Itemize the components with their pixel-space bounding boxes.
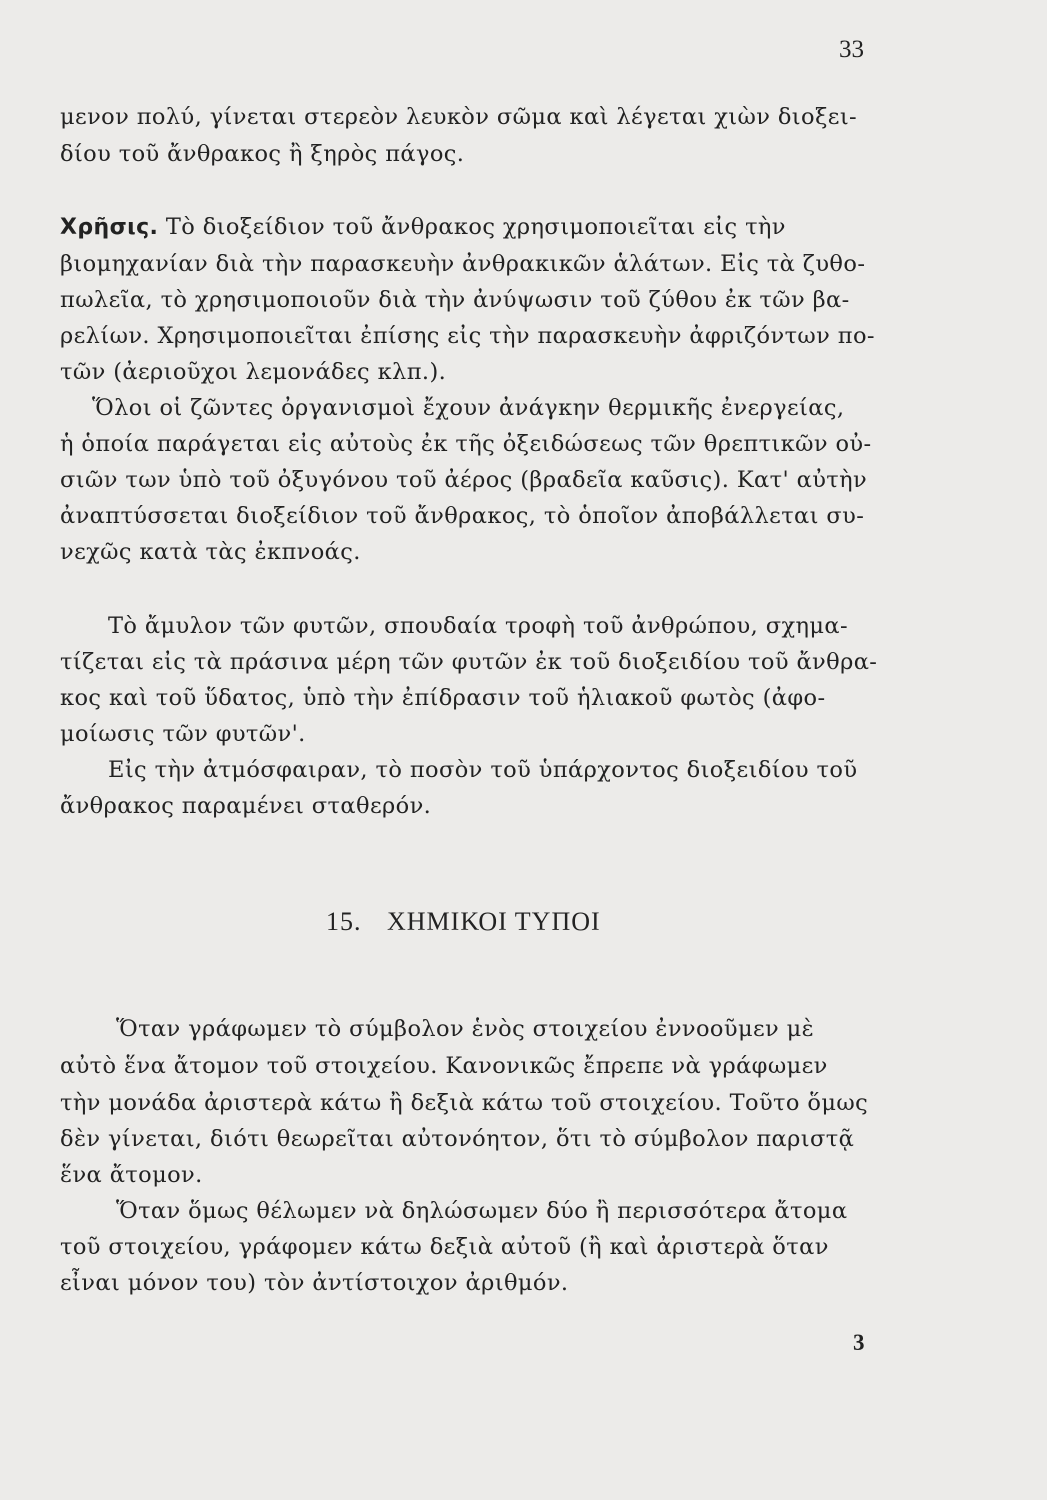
text-line: τὴν μονάδα ἀριστερὰ κάτω ἢ δεξιὰ κάτω τοῦ στοιχείου. Τοῦτο ὅμως bbox=[60, 1090, 869, 1116]
text-line: τῶν (ἀεριοῦχοι λεμονάδες κλπ.). bbox=[60, 359, 447, 385]
text-line: μενον πολύ, γίνεται στερεὸν λευκὸν σῶμα καὶ λέγεται χιὼν διοξει- bbox=[60, 104, 858, 130]
text-line: κος καὶ τοῦ ὕδατος, ὑπὸ τὴν ἐπίδρασιν τοῦ ἡλιακοῦ φωτὸς (ἀφο- bbox=[60, 685, 826, 711]
section-title: ΧΗΜΙΚΟΙ ΤΥΠΟΙ bbox=[387, 907, 601, 936]
text-line: ἡ ὁποία παράγεται εἰς αὐτοὺς ἐκ τῆς ὀξειδώσεως τῶν θρεπτικῶν οὐ- bbox=[60, 431, 872, 457]
text-line: νεχῶς κατὰ τὰς ἐκπνοάς. bbox=[60, 539, 361, 565]
text-line: σιῶν των ὑπὸ τοῦ ὀξυγόνου τοῦ ἀέρος (βραδεῖα καῦσις). Κατ' αὐτὴν bbox=[60, 467, 868, 493]
text-line: ἀναπτύσσεται διοξείδιον τοῦ ἄνθρακος, τὸ ὁποῖον ἀποβάλλεται συ- bbox=[60, 503, 865, 529]
usage-heading: Χρῆσις. bbox=[60, 215, 159, 240]
section-number: 15. bbox=[326, 907, 362, 936]
text-line: ρελίων. Χρησιμοποιεῖται ἐπίσης εἰς τὴν παρασκευὴν ἀφριζόντων πο- bbox=[60, 323, 875, 349]
text-line: Ὅλοι οἱ ζῶντες ὀργανισμοὶ ἔχουν ἀνάγκην θερμικῆς ἐνεργείας, bbox=[92, 395, 845, 421]
usage-first-line-text: Τὸ διοξείδιον τοῦ ἄνθρακος χρησιμοποιεῖται εἰς τὴν bbox=[158, 214, 786, 240]
text-line: μοίωσις τῶν φυτῶν'. bbox=[60, 721, 306, 747]
text-line: Τὸ ἄμυλον τῶν φυτῶν, σπουδαία τροφὴ τοῦ ἀνθρώπου, σχημα- bbox=[108, 613, 848, 639]
text-line: πωλεῖα, τὸ χρησιμοποιοῦν διὰ τὴν ἀνύψωσιν τοῦ ζύθου ἐκ τῶν βα- bbox=[60, 287, 850, 313]
text-line: εἶναι μόνον του) τὸν ἀντίστοιχον ἀριθμόν. bbox=[60, 1270, 569, 1296]
signature-mark: 3 bbox=[853, 1330, 865, 1355]
text-line: Εἰς τὴν ἀτμόσφαιραν, τὸ ποσὸν τοῦ ὑπάρχοντος διοξειδίου τοῦ bbox=[108, 757, 858, 783]
text-line: τοῦ στοιχείου, γράφομεν κάτω δεξιὰ αὐτοῦ (ἢ καὶ ἀριστερὰ ὅταν bbox=[60, 1234, 829, 1260]
text-line: ἄνθρακος παραμένει σταθερόν. bbox=[60, 793, 432, 819]
text-line: Ὅταν γράφωμεν τὸ σύμβολον ἑνὸς στοιχείου ἐννοοῦμεν μὲ bbox=[116, 1016, 815, 1042]
text-line: αὐτὸ ἕνα ἄτομον τοῦ στοιχείου. Κανονικῶς ἔπρεπε νὰ γράφωμεν bbox=[60, 1053, 828, 1079]
usage-first-line bbox=[60, 212, 880, 243]
page-number: 33 bbox=[839, 36, 864, 63]
text-line: δίου τοῦ ἄνθρακος ἢ ξηρὸς πάγος. bbox=[60, 141, 465, 167]
text-line: τίζεται εἰς τὰ πράσινα μέρη τῶν φυτῶν ἐκ τοῦ διοξειδίου τοῦ ἄνθρα- bbox=[60, 649, 878, 675]
text-line: δὲν γίνεται, διότι θεωρεῖται αὐτονόητον, ὅτι τὸ σύμβολον παριστᾷ bbox=[60, 1126, 855, 1152]
text-line: βιομηχανίαν διὰ τὴν παρασκευὴν ἀνθρακικῶν ἁλάτων. Εἰς τὰ ζυθο- bbox=[60, 251, 866, 277]
text-line: Ὅταν ὅμως θέλωμεν νὰ δηλώσωμεν δύο ἢ περισσότερα ἄτομα bbox=[116, 1198, 848, 1224]
text-line: ἕνα ἄτομον. bbox=[60, 1162, 203, 1188]
section-heading bbox=[326, 907, 601, 937]
